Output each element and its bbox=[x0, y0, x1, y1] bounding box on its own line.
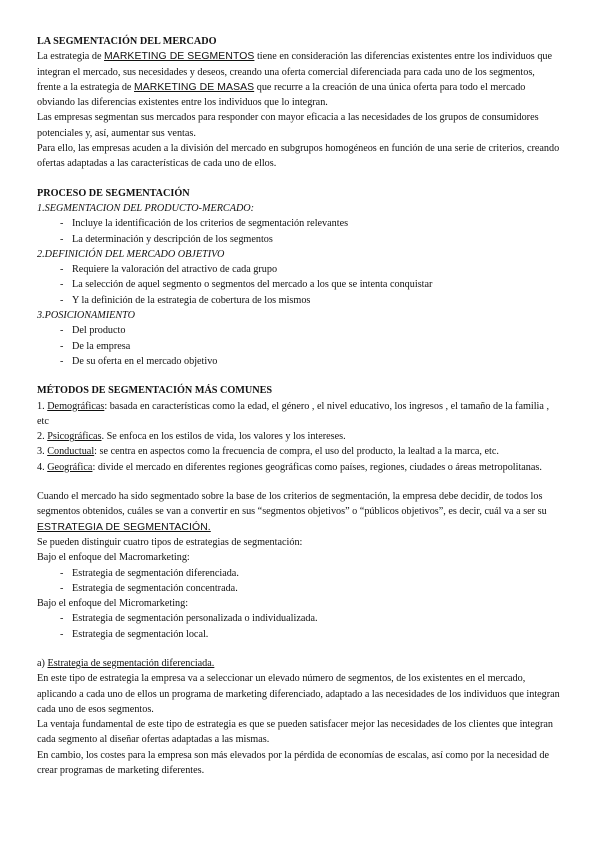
list-item: - Incluye la identificación de los criterios de segmentación relevantes bbox=[60, 216, 560, 231]
micromarketing-label: Bajo el enfoque del Micromarketing: bbox=[37, 598, 189, 610]
metodo-text: . Se enfoca en los estilos de vida, los valores y los intereses. bbox=[101, 431, 346, 443]
metodo-term-psicograficas: Psicográficas bbox=[47, 431, 102, 443]
metodo-text: : se centra en aspectos como la frecuencia de compra, el uso del producto, la lealtad a la marca, etc. bbox=[94, 446, 499, 458]
proceso-step-3-label: 3.POSICIONAMIENTO bbox=[37, 310, 136, 322]
diferenciada-title: Estrategia de segmentación diferenciada. bbox=[47, 657, 215, 669]
list-item: - Estrategia de segmentación concentrada. bbox=[60, 581, 560, 596]
proceso-step-3-list bbox=[37, 323, 560, 369]
micromarketing-list bbox=[37, 611, 560, 642]
estrategia-paragraph-1 bbox=[37, 489, 560, 535]
proceso-step-1-label: 1.SEGMENTACION DEL PRODUCTO-MERCADO: bbox=[37, 202, 255, 214]
diferenciada-paragraph-2: La ventaja fundamental de este tipo de estrategia es que se pueden satisfacer mejor las necesidades de los clientes que integran cada segmento al diseñar ofertas adaptadas a las mismas. bbox=[37, 719, 553, 746]
list-item: - Estrategia de segmentación diferenciada. bbox=[60, 566, 560, 581]
macromarketing-list bbox=[37, 566, 560, 597]
metodo-number: 4. bbox=[37, 461, 48, 473]
metodo-term-demograficas: Demográficas bbox=[47, 400, 105, 412]
list-item: - Estrategia de segmentación personalizada o individualizada. bbox=[60, 611, 560, 626]
metodo-text: : basada en características como la edad, el género , el nivel educativo, los ingresos , el tamaño de la familia , etc bbox=[37, 400, 550, 427]
diferenciada-prefix: a) bbox=[37, 657, 48, 669]
intro-paragraph-2: Las empresas segmentan sus mercados para responder con mayor eficacia a las necesidades de los grupos de consumidores potenciales y, así, aumentar sus ventas. bbox=[37, 112, 539, 139]
metodo-number: 2. bbox=[37, 431, 48, 443]
list-item: - Estrategia de segmentación local. bbox=[60, 627, 560, 642]
proceso-step-1-list bbox=[37, 216, 560, 247]
intro-paragraph-3: Para ello, las empresas acuden a la división del mercado en subgrupos homogéneos en función de una serie de criterios, creando ofertas adaptadas a las características de cada uno de ellos. bbox=[37, 143, 560, 170]
metodo-text: : divide el mercado en diferentes regiones geográficas como países, regiones, ciudades o áreas metropolitanas. bbox=[92, 461, 542, 473]
macromarketing-label: Bajo el enfoque del Macromarketing: bbox=[37, 552, 190, 564]
list-item: - De la empresa bbox=[60, 339, 560, 354]
metodo-term-conductual: Conductual bbox=[47, 446, 95, 458]
proceso-step-2-label: 2.DEFINICIÓN DEL MERCADO OBJETIVO bbox=[37, 248, 225, 260]
intro-text-a: La estrategia de bbox=[37, 51, 105, 63]
term-marketing-de-masas: MARKETING DE MASAS bbox=[134, 81, 255, 93]
metodos-heading: MÉTODOS DE SEGMENTACIÓN MÁS COMUNES bbox=[37, 385, 273, 397]
metodo-item-3 bbox=[37, 444, 560, 459]
intro-paragraph-1 bbox=[37, 49, 560, 110]
term-marketing-de-segmentos: MARKETING DE SEGMENTOS bbox=[104, 51, 255, 63]
metodo-number: 1. bbox=[37, 400, 48, 412]
diferenciada-heading bbox=[37, 656, 560, 671]
intro-text-b: tiene en consideración las diferencias existentes entre los individuos que integran el mercado, sus necesidades y deseos, creando una oferta comercial diferenciada para cada uno de los segmentos, frente a la estrategia de bbox=[37, 51, 553, 93]
metodo-term-geografica: Geográfica bbox=[47, 461, 93, 473]
list-item: - Y la definición de la estrategia de cobertura de los mismos bbox=[60, 293, 560, 308]
document-title: LA SEGMENTACIÓN DEL MERCADO bbox=[37, 36, 217, 47]
list-item: - La determinación y descripción de los segmentos bbox=[60, 232, 560, 247]
estrategia-text-a: Cuando el mercado ha sido segmentado sobre la base de los criterios de segmentación, la empresa debe decidir, de todos los segmentos obtenidos, cuáles se van a convertir en sus “segmentos objetivos” o “públicos objetivos”, es decir, cuál va a ser su bbox=[37, 491, 547, 518]
list-item: - De su oferta en el mercado objetivo bbox=[60, 354, 560, 369]
diferenciada-paragraph-3: En cambio, los costes para la empresa son más elevados por la pérdida de economías de escalas, así como por la necesidad de crear programas de marketing diferentes. bbox=[37, 749, 550, 777]
metodo-item-1 bbox=[37, 399, 560, 430]
metodo-item-4 bbox=[37, 460, 560, 475]
proceso-step-2-list bbox=[37, 262, 560, 308]
metodo-number: 3. bbox=[37, 446, 48, 458]
intro-text-c: que recurre a la creación de una única oferta para todo el mercado obviando las diferencias existentes entre los individuos que lo integran. bbox=[37, 81, 526, 109]
diferenciada-paragraph-1: En este tipo de estrategia la empresa va a seleccionar un elevado número de segmentos, de los existentes en el mercado, aplicando a cada uno de ellos un programa de marketing diferenciado, adaptado a las necesidades de los individuos que integran cada uno de esos segmentos. bbox=[37, 673, 560, 715]
list-item: - Requiere la valoración del atractivo de cada grupo bbox=[60, 262, 560, 277]
metodo-item-2 bbox=[37, 429, 560, 444]
list-item: - Del producto bbox=[60, 323, 560, 338]
term-estrategia-de-segmentacion: ESTRATEGIA DE SEGMENTACIÓN. bbox=[37, 521, 211, 533]
estrategia-paragraph-2: Se pueden distinguir cuatro tipos de estrategias de segmentación: bbox=[37, 536, 303, 548]
proceso-heading: PROCESO DE SEGMENTACIÓN bbox=[37, 187, 190, 199]
list-item: - La selección de aquel segmento o segmentos del mercado a los que se intenta conquistar bbox=[60, 277, 560, 292]
